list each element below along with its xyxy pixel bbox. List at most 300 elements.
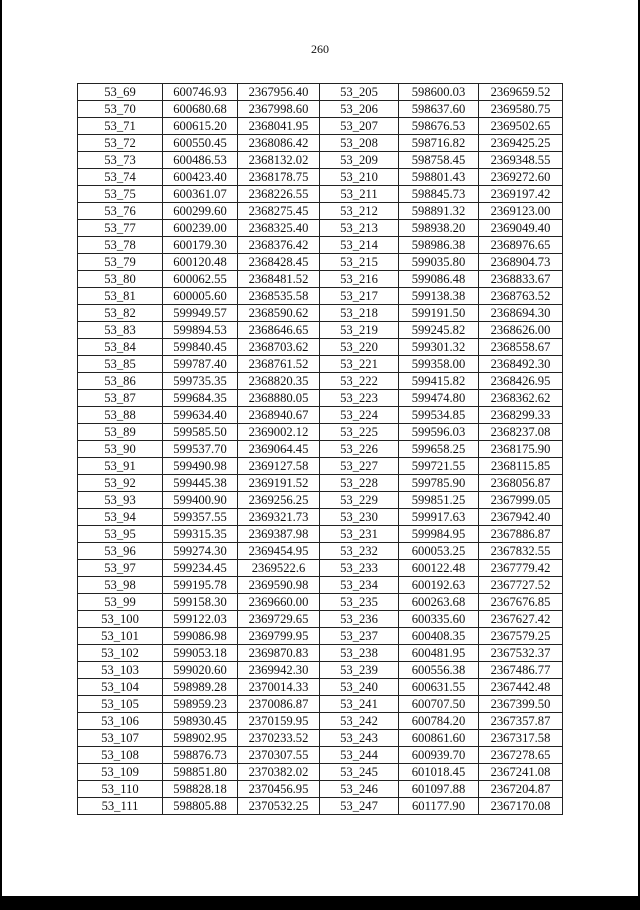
- y-coordinate-cell: 2369123.00: [479, 203, 563, 220]
- x-coordinate-cell: 601018.45: [399, 764, 479, 781]
- point-id-cell: 53_222: [320, 373, 399, 390]
- point-id-cell: 53_233: [320, 560, 399, 577]
- point-id-cell: 53_243: [320, 730, 399, 747]
- x-coordinate-cell: 599490.98: [163, 458, 238, 475]
- y-coordinate-cell: 2368175.90: [479, 441, 563, 458]
- x-coordinate-cell: 598938.20: [399, 220, 479, 237]
- y-coordinate-cell: 2368086.42: [238, 135, 320, 152]
- y-coordinate-cell: 2369660.00: [238, 594, 320, 611]
- x-coordinate-cell: 599400.90: [163, 492, 238, 509]
- point-id-cell: 53_107: [78, 730, 163, 747]
- y-coordinate-cell: 2368299.33: [479, 407, 563, 424]
- table-row: [78, 152, 563, 169]
- point-id-cell: 53_205: [320, 84, 399, 101]
- y-coordinate-cell: 2367399.50: [479, 696, 563, 713]
- y-coordinate-cell: 2368056.87: [479, 475, 563, 492]
- x-coordinate-cell: 598959.23: [163, 696, 238, 713]
- x-coordinate-cell: 599191.50: [399, 305, 479, 322]
- y-coordinate-cell: 2367956.40: [238, 84, 320, 101]
- point-id-cell: 53_81: [78, 288, 163, 305]
- table-row: [78, 662, 563, 679]
- table-row: [78, 271, 563, 288]
- y-coordinate-cell: 2367442.48: [479, 679, 563, 696]
- table-row: [78, 101, 563, 118]
- table-row: [78, 475, 563, 492]
- point-id-cell: 53_86: [78, 373, 163, 390]
- point-id-cell: 53_85: [78, 356, 163, 373]
- x-coordinate-cell: 599785.90: [399, 475, 479, 492]
- table-row: [78, 645, 563, 662]
- table-row: [78, 747, 563, 764]
- x-coordinate-cell: 600263.68: [399, 594, 479, 611]
- table-row: [78, 220, 563, 237]
- point-id-cell: 53_212: [320, 203, 399, 220]
- y-coordinate-cell: 2368940.67: [238, 407, 320, 424]
- y-coordinate-cell: 2369502.65: [479, 118, 563, 135]
- y-coordinate-cell: 2368833.67: [479, 271, 563, 288]
- point-id-cell: 53_210: [320, 169, 399, 186]
- y-coordinate-cell: 2367676.85: [479, 594, 563, 611]
- x-coordinate-cell: 600335.60: [399, 611, 479, 628]
- x-coordinate-cell: 600556.38: [399, 662, 479, 679]
- point-id-cell: 53_96: [78, 543, 163, 560]
- coordinate-table-body: [78, 84, 563, 815]
- x-coordinate-cell: 599851.25: [399, 492, 479, 509]
- y-coordinate-cell: 2368558.67: [479, 339, 563, 356]
- y-coordinate-cell: 2368694.30: [479, 305, 563, 322]
- x-coordinate-cell: 601177.90: [399, 798, 479, 815]
- point-id-cell: 53_109: [78, 764, 163, 781]
- y-coordinate-cell: 2367170.08: [479, 798, 563, 815]
- y-coordinate-cell: 2367998.60: [238, 101, 320, 118]
- y-coordinate-cell: 2368590.62: [238, 305, 320, 322]
- table-row: [78, 679, 563, 696]
- point-id-cell: 53_219: [320, 322, 399, 339]
- y-coordinate-cell: 2369425.25: [479, 135, 563, 152]
- x-coordinate-cell: 600122.48: [399, 560, 479, 577]
- y-coordinate-cell: 2368904.73: [479, 254, 563, 271]
- y-coordinate-cell: 2367727.52: [479, 577, 563, 594]
- y-coordinate-cell: 2368115.85: [479, 458, 563, 475]
- y-coordinate-cell: 2368275.45: [238, 203, 320, 220]
- point-id-cell: 53_211: [320, 186, 399, 203]
- y-coordinate-cell: 2368376.42: [238, 237, 320, 254]
- x-coordinate-cell: 600239.00: [163, 220, 238, 237]
- table-row: [78, 424, 563, 441]
- point-id-cell: 53_229: [320, 492, 399, 509]
- y-coordinate-cell: 2370382.02: [238, 764, 320, 781]
- x-coordinate-cell: 599534.85: [399, 407, 479, 424]
- x-coordinate-cell: 599658.25: [399, 441, 479, 458]
- point-id-cell: 53_74: [78, 169, 163, 186]
- point-id-cell: 53_101: [78, 628, 163, 645]
- table-row: [78, 356, 563, 373]
- y-coordinate-cell: 2369942.30: [238, 662, 320, 679]
- point-id-cell: 53_79: [78, 254, 163, 271]
- x-coordinate-cell: 600746.93: [163, 84, 238, 101]
- x-coordinate-cell: 599234.45: [163, 560, 238, 577]
- x-coordinate-cell: 598637.60: [399, 101, 479, 118]
- x-coordinate-cell: 598805.88: [163, 798, 238, 815]
- x-coordinate-cell: 599357.55: [163, 509, 238, 526]
- y-coordinate-cell: 2369002.12: [238, 424, 320, 441]
- point-id-cell: 53_77: [78, 220, 163, 237]
- x-coordinate-cell: 600550.45: [163, 135, 238, 152]
- y-coordinate-cell: 2368761.52: [238, 356, 320, 373]
- y-coordinate-cell: 2368976.65: [479, 237, 563, 254]
- x-coordinate-cell: 600361.07: [163, 186, 238, 203]
- x-coordinate-cell: 599537.70: [163, 441, 238, 458]
- x-coordinate-cell: 600408.35: [399, 628, 479, 645]
- x-coordinate-cell: 598851.80: [163, 764, 238, 781]
- y-coordinate-cell: 2369191.52: [238, 475, 320, 492]
- y-coordinate-cell: 2367357.87: [479, 713, 563, 730]
- x-coordinate-cell: 600631.55: [399, 679, 479, 696]
- table-row: [78, 186, 563, 203]
- y-coordinate-cell: 2369256.25: [238, 492, 320, 509]
- x-coordinate-cell: 599086.98: [163, 628, 238, 645]
- y-coordinate-cell: 2369799.95: [238, 628, 320, 645]
- y-coordinate-cell: 2370086.87: [238, 696, 320, 713]
- y-coordinate-cell: 2367999.05: [479, 492, 563, 509]
- table-row: [78, 169, 563, 186]
- point-id-cell: 53_246: [320, 781, 399, 798]
- x-coordinate-cell: 600005.60: [163, 288, 238, 305]
- y-coordinate-cell: 2369870.83: [238, 645, 320, 662]
- x-coordinate-cell: 598716.82: [399, 135, 479, 152]
- y-coordinate-cell: 2370159.95: [238, 713, 320, 730]
- table-row: [78, 237, 563, 254]
- point-id-cell: 53_70: [78, 101, 163, 118]
- y-coordinate-cell: 2369348.55: [479, 152, 563, 169]
- table-row: [78, 781, 563, 798]
- point-id-cell: 53_247: [320, 798, 399, 815]
- point-id-cell: 53_220: [320, 339, 399, 356]
- point-id-cell: 53_73: [78, 152, 163, 169]
- y-coordinate-cell: 2368880.05: [238, 390, 320, 407]
- y-coordinate-cell: 2368626.00: [479, 322, 563, 339]
- y-coordinate-cell: 2370456.95: [238, 781, 320, 798]
- table-row: [78, 322, 563, 339]
- x-coordinate-cell: 599894.53: [163, 322, 238, 339]
- x-coordinate-cell: 599274.30: [163, 543, 238, 560]
- table-row: [78, 764, 563, 781]
- x-coordinate-cell: 599122.03: [163, 611, 238, 628]
- point-id-cell: 53_223: [320, 390, 399, 407]
- x-coordinate-cell: 599474.80: [399, 390, 479, 407]
- x-coordinate-cell: 599949.57: [163, 305, 238, 322]
- x-coordinate-cell: 599035.80: [399, 254, 479, 271]
- point-id-cell: 53_84: [78, 339, 163, 356]
- point-id-cell: 53_90: [78, 441, 163, 458]
- table-row: [78, 594, 563, 611]
- point-id-cell: 53_100: [78, 611, 163, 628]
- x-coordinate-cell: 598758.45: [399, 152, 479, 169]
- y-coordinate-cell: 2368763.52: [479, 288, 563, 305]
- x-coordinate-cell: 599158.30: [163, 594, 238, 611]
- point-id-cell: 53_235: [320, 594, 399, 611]
- y-coordinate-cell: 2369590.98: [238, 577, 320, 594]
- y-coordinate-cell: 2367886.87: [479, 526, 563, 543]
- x-coordinate-cell: 599445.38: [163, 475, 238, 492]
- point-id-cell: 53_69: [78, 84, 163, 101]
- y-coordinate-cell: 2369049.40: [479, 220, 563, 237]
- y-coordinate-cell: 2367942.40: [479, 509, 563, 526]
- y-coordinate-cell: 2369659.52: [479, 84, 563, 101]
- y-coordinate-cell: 2368041.95: [238, 118, 320, 135]
- y-coordinate-cell: 2368325.40: [238, 220, 320, 237]
- point-id-cell: 53_99: [78, 594, 163, 611]
- x-coordinate-cell: 601097.88: [399, 781, 479, 798]
- point-id-cell: 53_95: [78, 526, 163, 543]
- point-id-cell: 53_218: [320, 305, 399, 322]
- point-id-cell: 53_97: [78, 560, 163, 577]
- point-id-cell: 53_104: [78, 679, 163, 696]
- x-coordinate-cell: 599138.38: [399, 288, 479, 305]
- y-coordinate-cell: 2370014.33: [238, 679, 320, 696]
- point-id-cell: 53_242: [320, 713, 399, 730]
- point-id-cell: 53_236: [320, 611, 399, 628]
- x-coordinate-cell: 599585.50: [163, 424, 238, 441]
- point-id-cell: 53_216: [320, 271, 399, 288]
- x-coordinate-cell: 598902.95: [163, 730, 238, 747]
- x-coordinate-cell: 599195.78: [163, 577, 238, 594]
- table-row: [78, 288, 563, 305]
- y-coordinate-cell: 2367532.37: [479, 645, 563, 662]
- point-id-cell: 53_102: [78, 645, 163, 662]
- y-coordinate-cell: 2368226.55: [238, 186, 320, 203]
- y-coordinate-cell: 2367627.42: [479, 611, 563, 628]
- point-id-cell: 53_234: [320, 577, 399, 594]
- x-coordinate-cell: 599086.48: [399, 271, 479, 288]
- bottom-scan-edge: [0, 896, 640, 910]
- x-coordinate-cell: 600062.55: [163, 271, 238, 288]
- table-row: [78, 509, 563, 526]
- point-id-cell: 53_207: [320, 118, 399, 135]
- x-coordinate-cell: 600299.60: [163, 203, 238, 220]
- x-coordinate-cell: 600707.50: [399, 696, 479, 713]
- point-id-cell: 53_232: [320, 543, 399, 560]
- x-coordinate-cell: 600784.20: [399, 713, 479, 730]
- x-coordinate-cell: 599634.40: [163, 407, 238, 424]
- x-coordinate-cell: 600680.68: [163, 101, 238, 118]
- x-coordinate-cell: 598989.28: [163, 679, 238, 696]
- y-coordinate-cell: 2368178.75: [238, 169, 320, 186]
- point-id-cell: 53_93: [78, 492, 163, 509]
- table-row: [78, 543, 563, 560]
- table-row: [78, 441, 563, 458]
- y-coordinate-cell: 2369321.73: [238, 509, 320, 526]
- y-coordinate-cell: 2367486.77: [479, 662, 563, 679]
- table-row: [78, 203, 563, 220]
- y-coordinate-cell: 2369580.75: [479, 101, 563, 118]
- x-coordinate-cell: 598828.18: [163, 781, 238, 798]
- x-coordinate-cell: 599245.82: [399, 322, 479, 339]
- table-row: [78, 305, 563, 322]
- point-id-cell: 53_92: [78, 475, 163, 492]
- point-id-cell: 53_224: [320, 407, 399, 424]
- point-id-cell: 53_241: [320, 696, 399, 713]
- x-coordinate-cell: 600486.53: [163, 152, 238, 169]
- y-coordinate-cell: 2369272.60: [479, 169, 563, 186]
- x-coordinate-cell: 599917.63: [399, 509, 479, 526]
- left-edge: [0, 0, 2, 910]
- y-coordinate-cell: 2370532.25: [238, 798, 320, 815]
- point-id-cell: 53_230: [320, 509, 399, 526]
- x-coordinate-cell: 600481.95: [399, 645, 479, 662]
- point-id-cell: 53_94: [78, 509, 163, 526]
- point-id-cell: 53_88: [78, 407, 163, 424]
- y-coordinate-cell: 2367278.65: [479, 747, 563, 764]
- table-row: [78, 135, 563, 152]
- point-id-cell: 53_76: [78, 203, 163, 220]
- x-coordinate-cell: 599315.35: [163, 526, 238, 543]
- x-coordinate-cell: 600179.30: [163, 237, 238, 254]
- x-coordinate-cell: 599596.03: [399, 424, 479, 441]
- point-id-cell: 53_226: [320, 441, 399, 458]
- point-id-cell: 53_239: [320, 662, 399, 679]
- x-coordinate-cell: 600053.25: [399, 543, 479, 560]
- x-coordinate-cell: 599684.35: [163, 390, 238, 407]
- x-coordinate-cell: 600939.70: [399, 747, 479, 764]
- point-id-cell: 53_105: [78, 696, 163, 713]
- table-row: [78, 526, 563, 543]
- x-coordinate-cell: 598876.73: [163, 747, 238, 764]
- y-coordinate-cell: 2367317.58: [479, 730, 563, 747]
- point-id-cell: 53_108: [78, 747, 163, 764]
- table-row: [78, 628, 563, 645]
- x-coordinate-cell: 599053.18: [163, 645, 238, 662]
- x-coordinate-cell: 599840.45: [163, 339, 238, 356]
- point-id-cell: 53_75: [78, 186, 163, 203]
- y-coordinate-cell: 2367241.08: [479, 764, 563, 781]
- point-id-cell: 53_91: [78, 458, 163, 475]
- table-row: [78, 84, 563, 101]
- x-coordinate-cell: 598600.03: [399, 84, 479, 101]
- point-id-cell: 53_80: [78, 271, 163, 288]
- x-coordinate-cell: 599735.35: [163, 373, 238, 390]
- x-coordinate-cell: 599020.60: [163, 662, 238, 679]
- point-id-cell: 53_110: [78, 781, 163, 798]
- y-coordinate-cell: 2369729.65: [238, 611, 320, 628]
- table-row: [78, 390, 563, 407]
- y-coordinate-cell: 2368646.65: [238, 322, 320, 339]
- y-coordinate-cell: 2368535.58: [238, 288, 320, 305]
- y-coordinate-cell: 2367779.42: [479, 560, 563, 577]
- point-id-cell: 53_238: [320, 645, 399, 662]
- y-coordinate-cell: 2368426.95: [479, 373, 563, 390]
- y-coordinate-cell: 2368428.45: [238, 254, 320, 271]
- x-coordinate-cell: 600861.60: [399, 730, 479, 747]
- point-id-cell: 53_221: [320, 356, 399, 373]
- point-id-cell: 53_225: [320, 424, 399, 441]
- coordinate-table: [77, 83, 563, 815]
- point-id-cell: 53_213: [320, 220, 399, 237]
- point-id-cell: 53_103: [78, 662, 163, 679]
- x-coordinate-cell: 598801.43: [399, 169, 479, 186]
- table-row: [78, 577, 563, 594]
- y-coordinate-cell: 2367579.25: [479, 628, 563, 645]
- table-row: [78, 407, 563, 424]
- y-coordinate-cell: 2369197.42: [479, 186, 563, 203]
- x-coordinate-cell: 599787.40: [163, 356, 238, 373]
- y-coordinate-cell: 2369454.95: [238, 543, 320, 560]
- x-coordinate-cell: 599415.82: [399, 373, 479, 390]
- point-id-cell: 53_214: [320, 237, 399, 254]
- x-coordinate-cell: 598930.45: [163, 713, 238, 730]
- point-id-cell: 53_208: [320, 135, 399, 152]
- x-coordinate-cell: 600192.63: [399, 577, 479, 594]
- y-coordinate-cell: 2367204.87: [479, 781, 563, 798]
- x-coordinate-cell: 598676.53: [399, 118, 479, 135]
- x-coordinate-cell: 600423.40: [163, 169, 238, 186]
- y-coordinate-cell: 2370307.55: [238, 747, 320, 764]
- point-id-cell: 53_82: [78, 305, 163, 322]
- point-id-cell: 53_217: [320, 288, 399, 305]
- y-coordinate-cell: 2370233.52: [238, 730, 320, 747]
- x-coordinate-cell: 599301.32: [399, 339, 479, 356]
- x-coordinate-cell: 600120.48: [163, 254, 238, 271]
- point-id-cell: 53_71: [78, 118, 163, 135]
- point-id-cell: 53_78: [78, 237, 163, 254]
- point-id-cell: 53_98: [78, 577, 163, 594]
- x-coordinate-cell: 598891.32: [399, 203, 479, 220]
- y-coordinate-cell: 2368132.02: [238, 152, 320, 169]
- table-row: [78, 713, 563, 730]
- point-id-cell: 53_106: [78, 713, 163, 730]
- point-id-cell: 53_237: [320, 628, 399, 645]
- point-id-cell: 53_72: [78, 135, 163, 152]
- y-coordinate-cell: 2368703.62: [238, 339, 320, 356]
- x-coordinate-cell: 599358.00: [399, 356, 479, 373]
- y-coordinate-cell: 2368492.30: [479, 356, 563, 373]
- y-coordinate-cell: 2369127.58: [238, 458, 320, 475]
- point-id-cell: 53_89: [78, 424, 163, 441]
- point-id-cell: 53_111: [78, 798, 163, 815]
- table-row: [78, 254, 563, 271]
- table-row: [78, 798, 563, 815]
- y-coordinate-cell: 2367832.55: [479, 543, 563, 560]
- x-coordinate-cell: 600615.20: [163, 118, 238, 135]
- point-id-cell: 53_228: [320, 475, 399, 492]
- point-id-cell: 53_244: [320, 747, 399, 764]
- point-id-cell: 53_215: [320, 254, 399, 271]
- point-id-cell: 53_209: [320, 152, 399, 169]
- y-coordinate-cell: 2368237.08: [479, 424, 563, 441]
- table-row: [78, 373, 563, 390]
- y-coordinate-cell: 2369522.6: [238, 560, 320, 577]
- y-coordinate-cell: 2369064.45: [238, 441, 320, 458]
- point-id-cell: 53_87: [78, 390, 163, 407]
- table-row: [78, 611, 563, 628]
- point-id-cell: 53_231: [320, 526, 399, 543]
- point-id-cell: 53_206: [320, 101, 399, 118]
- table-row: [78, 339, 563, 356]
- y-coordinate-cell: 2368820.35: [238, 373, 320, 390]
- table-row: [78, 458, 563, 475]
- point-id-cell: 53_83: [78, 322, 163, 339]
- table-row: [78, 492, 563, 509]
- point-id-cell: 53_227: [320, 458, 399, 475]
- point-id-cell: 53_245: [320, 764, 399, 781]
- y-coordinate-cell: 2369387.98: [238, 526, 320, 543]
- y-coordinate-cell: 2368481.52: [238, 271, 320, 288]
- page-number: 260: [311, 42, 329, 56]
- table-row: [78, 696, 563, 713]
- x-coordinate-cell: 598845.73: [399, 186, 479, 203]
- x-coordinate-cell: 599984.95: [399, 526, 479, 543]
- x-coordinate-cell: 599721.55: [399, 458, 479, 475]
